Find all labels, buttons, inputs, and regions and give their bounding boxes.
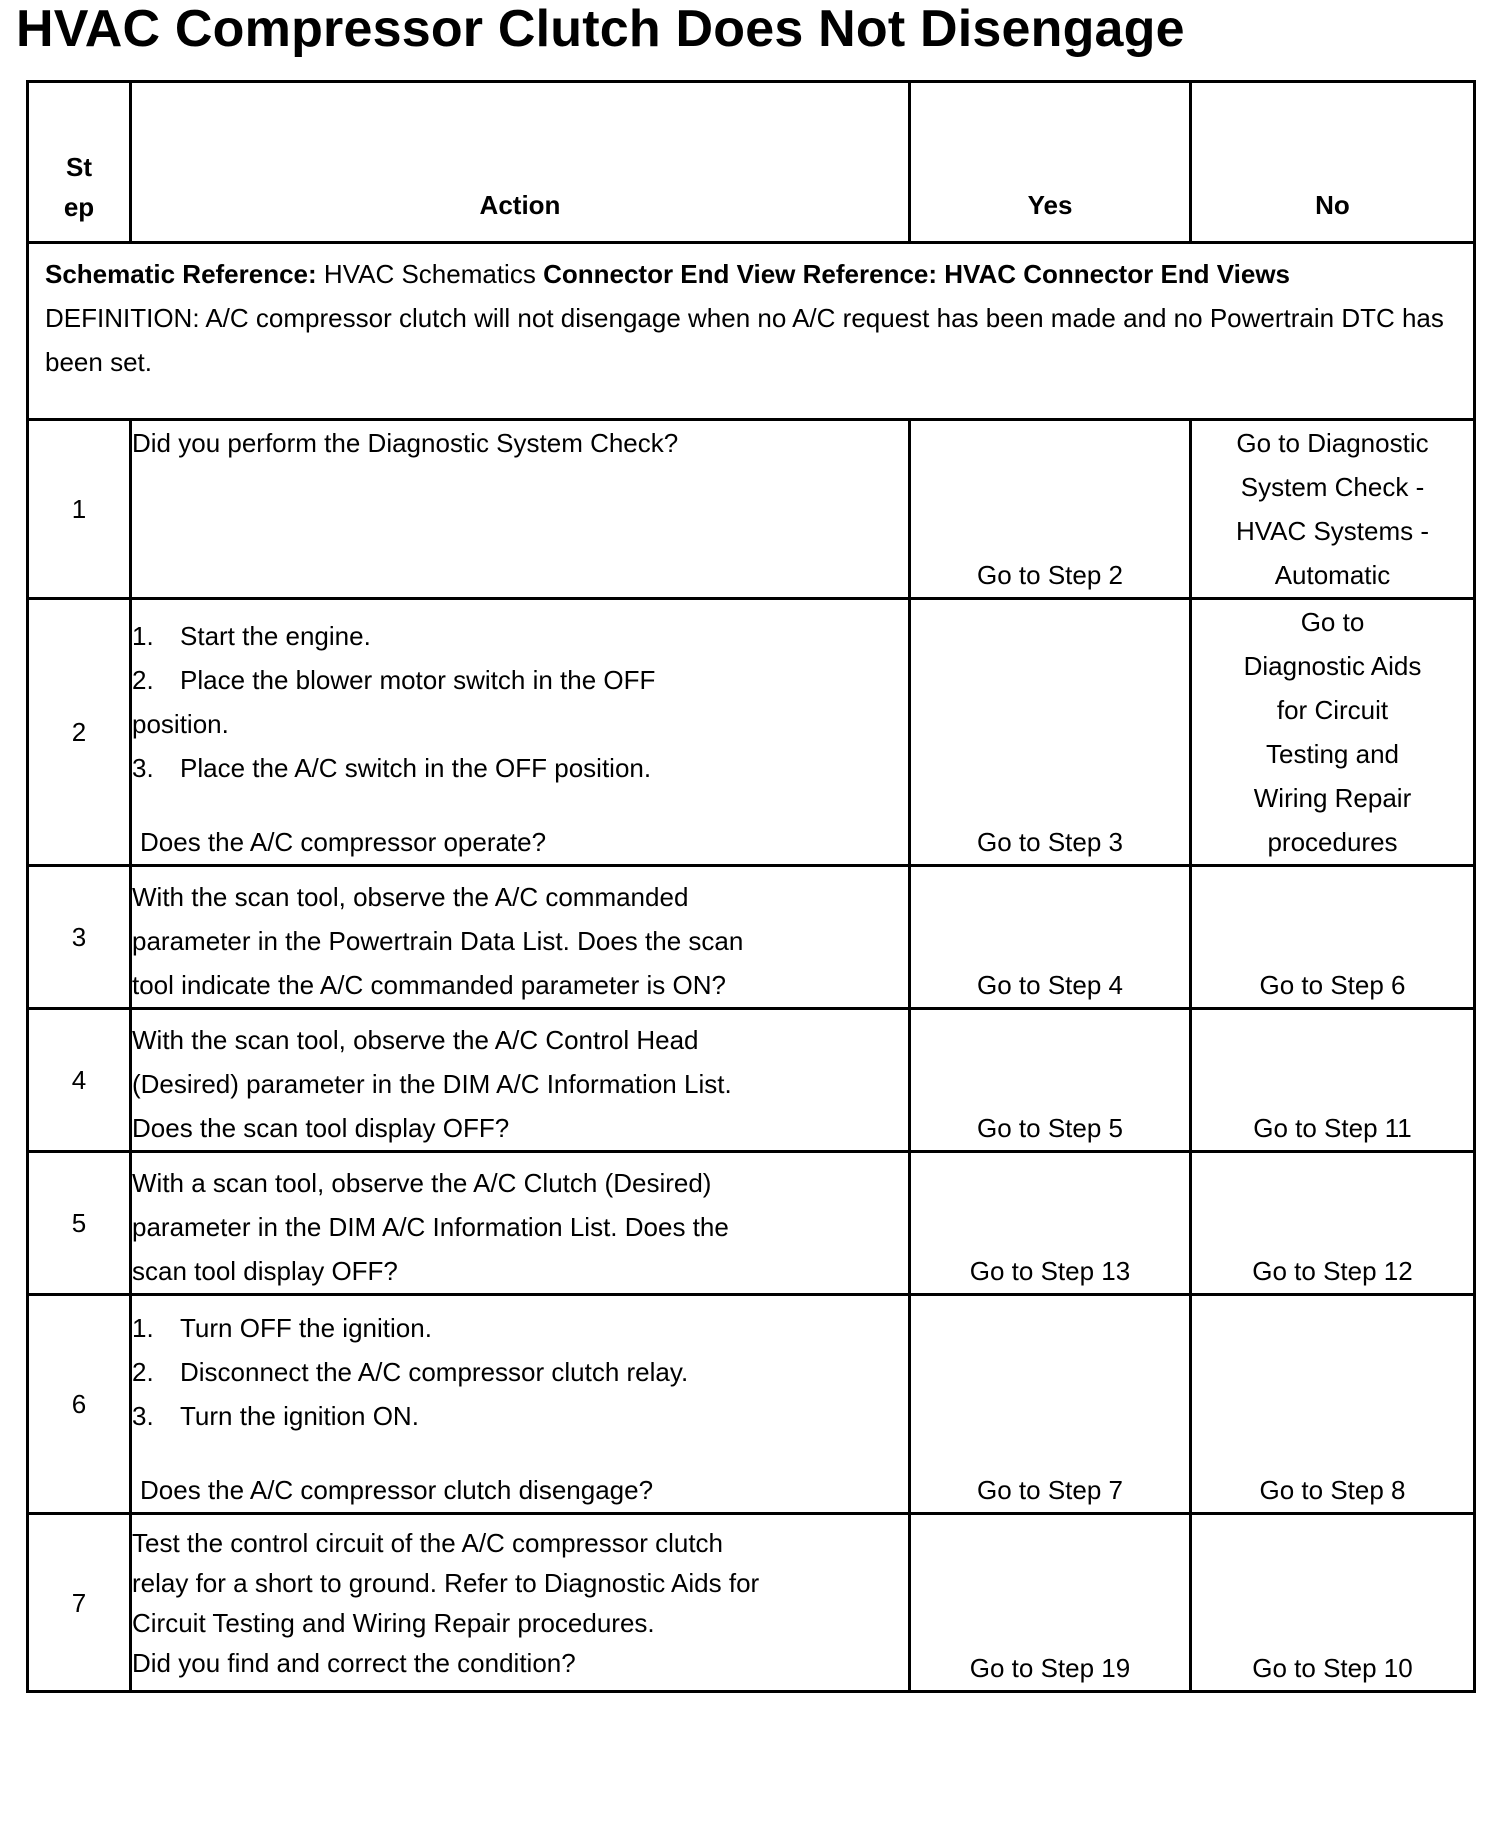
action-line: Did you perform the Diagnostic System Check?	[132, 428, 679, 458]
no-line: Wiring Repair	[1253, 783, 1412, 813]
no-line: Diagnostic Aids	[1243, 651, 1422, 681]
no-line: procedures	[1267, 827, 1398, 857]
table-row	[28, 599, 1475, 866]
list-number: 1.	[132, 1313, 154, 1343]
action-cell	[131, 599, 910, 866]
list-item	[132, 1350, 908, 1394]
table-header-row	[28, 82, 1475, 243]
no-cell	[1191, 599, 1475, 866]
step-number: 6	[28, 1295, 131, 1514]
action-line: With the scan tool, observe the A/C Control Head	[132, 1025, 699, 1055]
action-cell	[131, 1514, 910, 1692]
action-line: Did you find and correct the condition?	[132, 1648, 576, 1678]
list-text: Turn OFF the ignition.	[180, 1313, 432, 1343]
action-line: parameter in the Powertrain Data List. Does the scan	[132, 926, 744, 956]
yes-cell: Go to Step 3	[910, 599, 1191, 866]
list-number: 1.	[132, 621, 154, 651]
step-number: 3	[28, 866, 131, 1009]
no-cell	[1191, 420, 1475, 599]
yes-cell: Go to Step 2	[910, 420, 1191, 599]
table-row	[28, 1152, 1475, 1295]
header-action: Action	[131, 82, 910, 243]
header-yes: Yes	[910, 82, 1191, 243]
header-step-line1: St	[66, 152, 92, 182]
step-number: 2	[28, 599, 131, 866]
action-question: Does the A/C compressor clutch disengage?	[140, 1475, 654, 1505]
no-line: HVAC Systems -	[1235, 516, 1430, 546]
list-text: Place the A/C switch in the OFF position.	[180, 753, 652, 783]
action-line: relay for a short to ground. Refer to Diagnostic Aids for	[132, 1568, 760, 1598]
no-line: Automatic	[1274, 560, 1391, 590]
action-cell	[131, 1152, 910, 1295]
action-cell	[131, 866, 910, 1009]
list-number: 2.	[132, 1357, 154, 1387]
page-title: HVAC Compressor Clutch Does Not Disengage	[16, 0, 1185, 58]
action-cell	[131, 1009, 910, 1152]
action-line: (Desired) parameter in the DIM A/C Information List.	[132, 1069, 732, 1099]
no-cell: Go to Step 6	[1191, 866, 1475, 1009]
table-row	[28, 1514, 1475, 1692]
header-step-line2: ep	[63, 192, 95, 222]
table-row	[28, 420, 1475, 599]
no-cell: Go to Step 12	[1191, 1152, 1475, 1295]
list-text: Place the blower motor switch in the OFF	[180, 665, 656, 695]
list-number: 3.	[132, 1401, 154, 1431]
no-cell: Go to Step 8	[1191, 1295, 1475, 1514]
action-line: Does the scan tool display OFF?	[132, 1113, 510, 1143]
reference-row	[28, 243, 1475, 420]
no-line: System Check -	[1240, 472, 1425, 502]
table-row	[28, 1009, 1475, 1152]
no-line: Go to	[1300, 607, 1365, 637]
list-text: Start the engine.	[180, 621, 371, 651]
action-line: tool indicate the A/C commanded parameter is ON?	[132, 970, 726, 1000]
schematic-reference-value: HVAC Schematics	[323, 259, 536, 289]
list-text: Turn the ignition ON.	[180, 1401, 419, 1431]
list-item	[132, 746, 908, 790]
list-item	[132, 1306, 908, 1350]
definition-text: DEFINITION: A/C compressor clutch will not disengage when no A/C request has been made and no Powertrain DTC has been set.	[45, 303, 1444, 377]
header-step	[28, 82, 131, 243]
step-number: 7	[28, 1514, 131, 1692]
no-line: Testing and	[1266, 739, 1399, 769]
action-line: Circuit Testing and Wiring Repair procedures.	[132, 1608, 655, 1638]
yes-cell: Go to Step 13	[910, 1152, 1191, 1295]
list-item	[132, 658, 908, 702]
list-number: 3.	[132, 753, 154, 783]
step-number: 5	[28, 1152, 131, 1295]
list-item	[132, 1394, 908, 1438]
action-line: With a scan tool, observe the A/C Clutch (Desired)	[132, 1168, 712, 1198]
action-line: With the scan tool, observe the A/C commanded	[132, 882, 689, 912]
action-question: Does the A/C compressor operate?	[140, 827, 547, 857]
table-row	[28, 1295, 1475, 1514]
action-line: parameter in the DIM A/C Information List. Does the	[132, 1212, 729, 1242]
no-cell: Go to Step 10	[1191, 1514, 1475, 1692]
yes-cell: Go to Step 5	[910, 1009, 1191, 1152]
action-line: Test the control circuit of the A/C compressor clutch	[132, 1528, 724, 1558]
header-no: No	[1191, 82, 1475, 243]
no-cell: Go to Step 11	[1191, 1009, 1475, 1152]
list-item-continuation: position.	[132, 709, 229, 739]
list-item	[132, 614, 908, 658]
yes-cell: Go to Step 7	[910, 1295, 1191, 1514]
reference-cell	[28, 243, 1475, 420]
step-number: 1	[28, 420, 131, 599]
connector-reference-label: Connector End View Reference: HVAC Connector End Views	[543, 259, 1291, 289]
step-number: 4	[28, 1009, 131, 1152]
table-row	[28, 866, 1475, 1009]
yes-cell: Go to Step 4	[910, 866, 1191, 1009]
no-line: for Circuit	[1276, 695, 1389, 725]
action-line: scan tool display OFF?	[132, 1256, 398, 1286]
action-cell	[131, 420, 910, 599]
action-cell	[131, 1295, 910, 1514]
yes-cell: Go to Step 19	[910, 1514, 1191, 1692]
list-number: 2.	[132, 665, 154, 695]
diagnostic-table	[26, 80, 1476, 1693]
schematic-reference-label: Schematic Reference:	[45, 259, 317, 289]
no-line: Go to Diagnostic	[1236, 428, 1429, 458]
list-text: Disconnect the A/C compressor clutch relay.	[180, 1357, 689, 1387]
